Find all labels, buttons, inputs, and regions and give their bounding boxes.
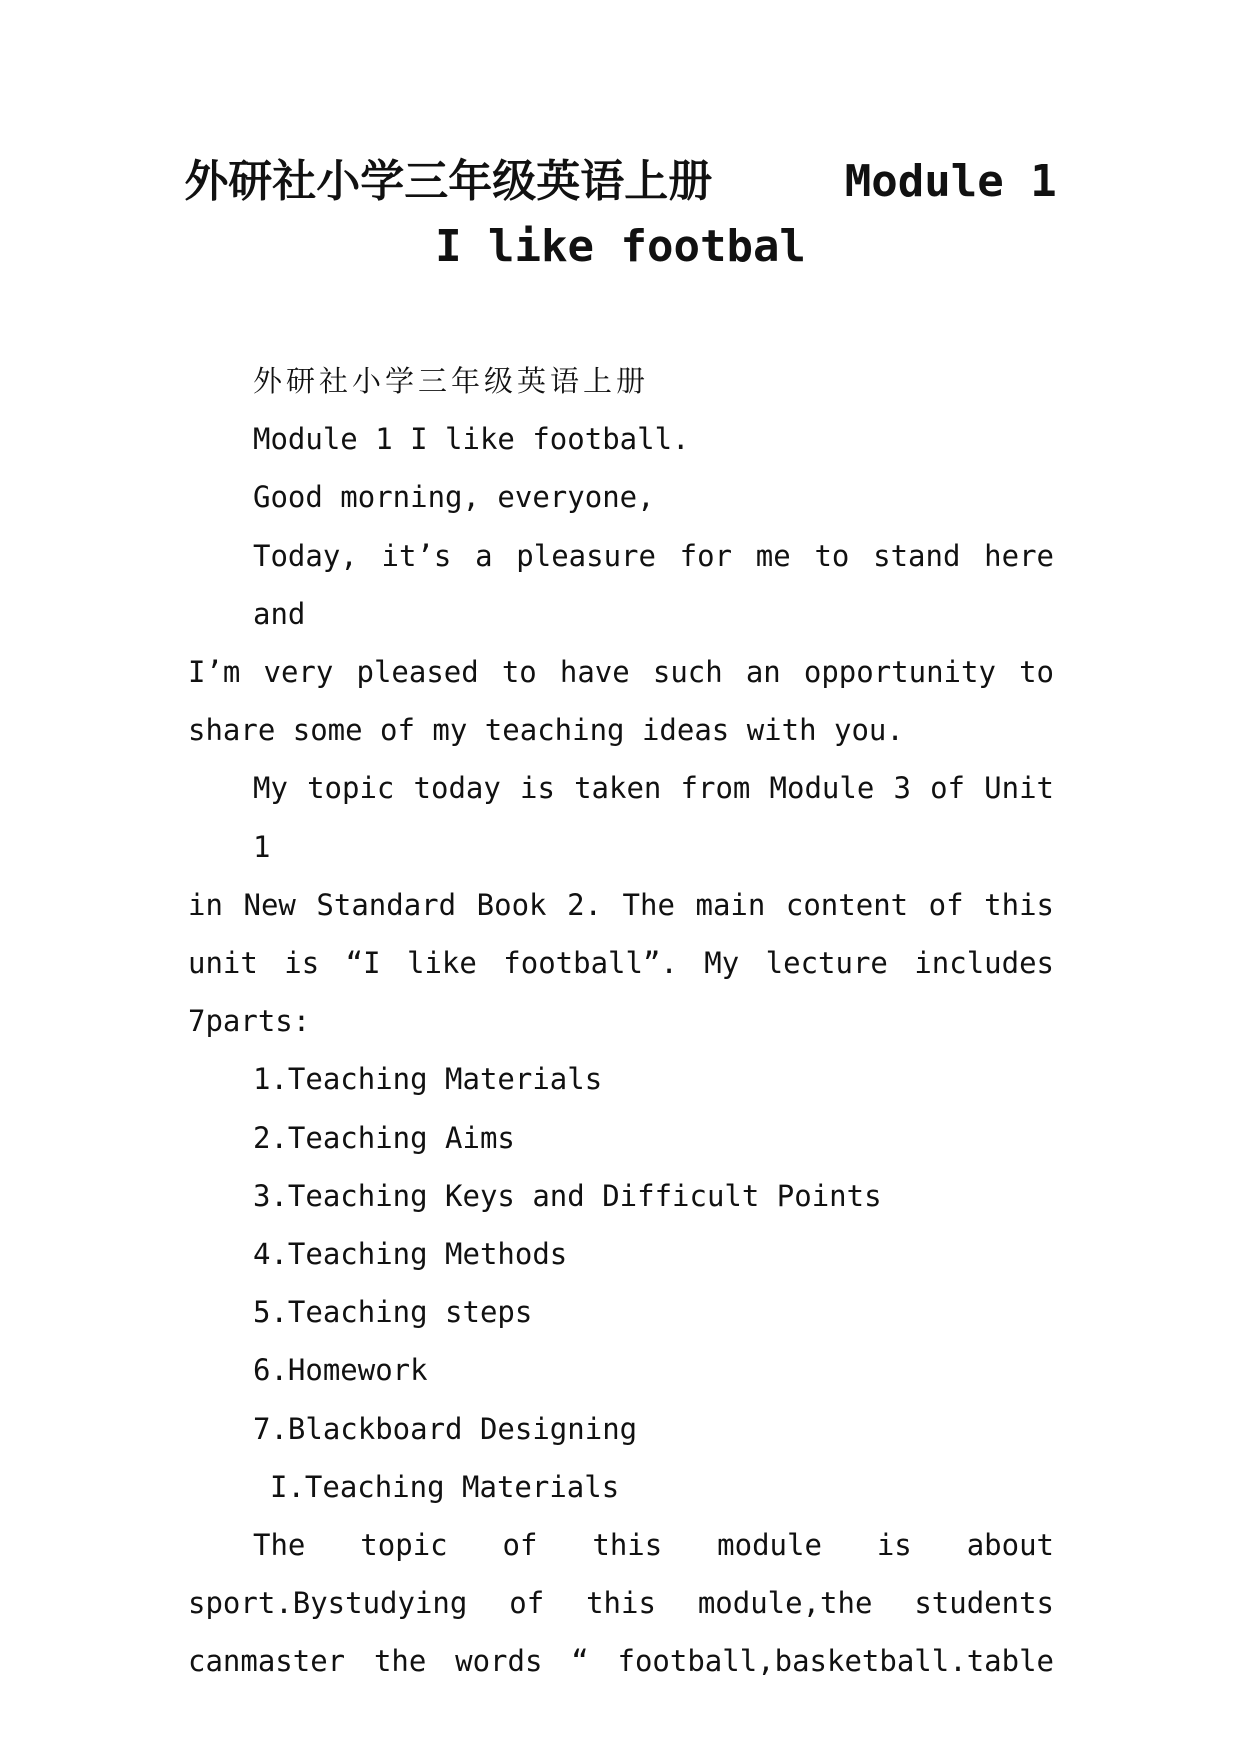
document-title-line-2: I like footbal bbox=[435, 221, 806, 272]
document-body bbox=[188, 352, 1054, 1691]
list-item: 2.Teaching Aims bbox=[253, 1120, 515, 1155]
heading-chinese: 外研社小学三年级英语上册 bbox=[253, 364, 650, 398]
section-heading: I.Teaching Materials bbox=[270, 1469, 620, 1504]
intro-line: I’m very pleased to have such an opportunity to bbox=[188, 655, 1054, 690]
document-title-line-1 bbox=[150, 150, 1091, 214]
title-module-text: Module 1 bbox=[844, 156, 1057, 207]
list-item: 6.Homework bbox=[253, 1353, 428, 1388]
topic-paragraph bbox=[188, 759, 1054, 1050]
topic-line: My topic today is taken from Module 3 of Unit 1 bbox=[253, 771, 1054, 864]
materials-paragraph bbox=[188, 1516, 1054, 1691]
list-item: 7.Blackboard Designing bbox=[253, 1411, 638, 1446]
materials-line: canmaster the words “ football,basketball.table bbox=[188, 1644, 1054, 1679]
materials-line: The topic of this module is about bbox=[253, 1528, 1054, 1563]
topic-line: 7parts: bbox=[188, 1004, 311, 1039]
list-item: 5.Teaching steps bbox=[253, 1295, 533, 1330]
intro-paragraph bbox=[188, 527, 1054, 760]
topic-line: in New Standard Book 2. The main content of this bbox=[188, 887, 1054, 922]
list-item: 4.Teaching Methods bbox=[253, 1237, 568, 1272]
heading-english: Module 1 I like football. bbox=[253, 422, 690, 457]
materials-line: sport.Bystudying of this module,the students bbox=[188, 1586, 1054, 1621]
intro-line: Today, it’s a pleasure for me to stand here and bbox=[253, 538, 1054, 631]
list-item: 1.Teaching Materials bbox=[253, 1062, 603, 1097]
list-item: 3.Teaching Keys and Difficult Points bbox=[253, 1178, 882, 1213]
greeting: Good morning, everyone, bbox=[253, 480, 655, 515]
parts-list bbox=[188, 1050, 1054, 1457]
intro-line: share some of my teaching ideas with you. bbox=[188, 713, 904, 748]
topic-line: unit is “I like football”. My lecture includes bbox=[188, 946, 1054, 981]
title-chinese-text: 外研社小学三年级英语上册 bbox=[184, 156, 713, 207]
